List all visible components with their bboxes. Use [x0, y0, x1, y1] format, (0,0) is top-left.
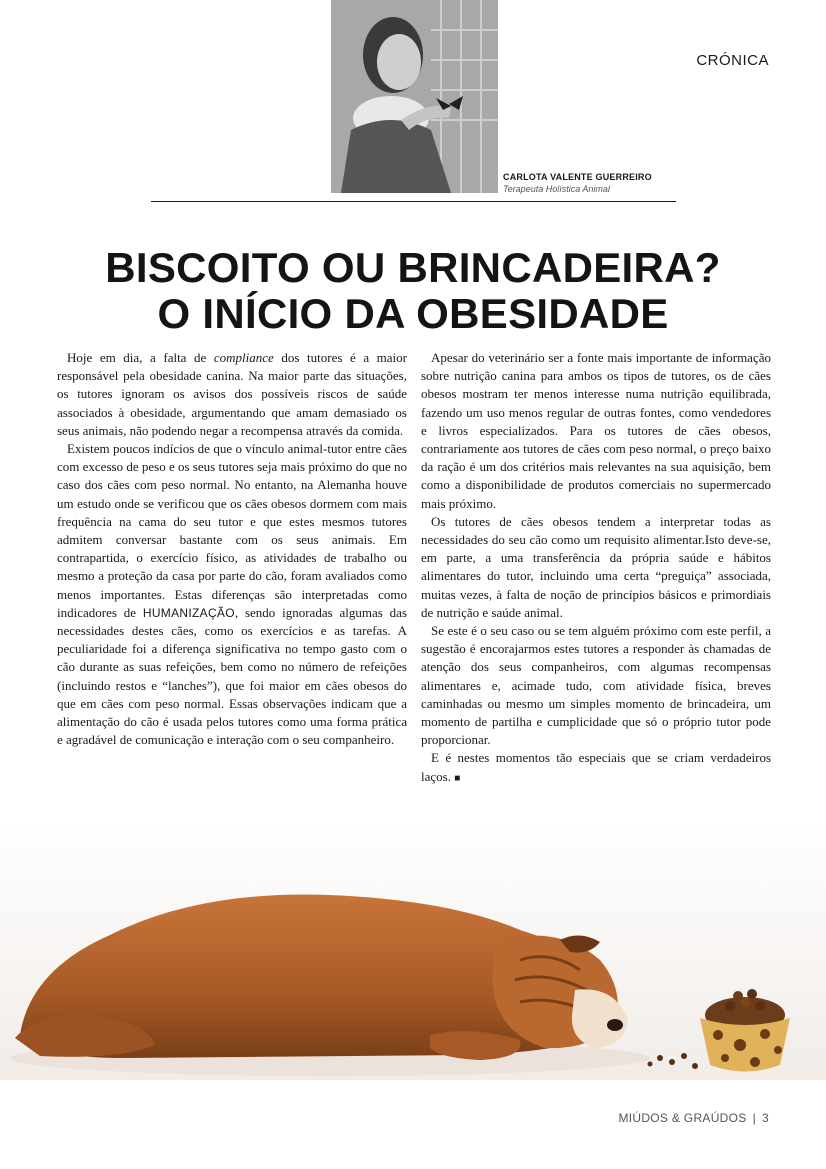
- page-footer: [618, 1111, 769, 1125]
- paragraph: E é nestes momentos tão especiais que se criam verdadeiros laços. ■: [421, 750, 771, 784]
- author-photo: [331, 0, 498, 193]
- paragraph: Hoje em dia, a falta de compliance dos tutores é a maior responsável pela obesidade canina. Na maior parte das situações, os tutores ignoram os avisos dos possíveis riscos de saúde associados à obesidade, argumentando que amam demasiado os seus animais, não podendo negar a recompensa através da comida.: [57, 350, 407, 438]
- paragraph: Se este é o seu caso ou se tem alguém próximo com este perfil, a sugestão é encorajarmos estes tutores a responder às chamadas de atenção dos seus companheiros, com algumas recompensas alimentares e, acimade tudo, com atividade física, breves caminhadas ou mesmo um simples momento de brincadeira, um momento de partilha e cumplicidade que só o próprio tutor pode proporcionar.: [421, 623, 771, 748]
- title-line-2: O INÍCIO DA OBESIDADE: [157, 290, 669, 337]
- article-column-left: [57, 349, 407, 749]
- paragraph: Apesar do veterinário ser a fonte mais importante de informação sobre nutrição canina para ambos os tipos de tutores, os de cães obesos mostram ter menos interesse numa nutrição equilibrada, fazendo um uso menos regular de outras fontes, como vendedores e livros especializados. Para os tutores de cães obesos, contrariamente aos tutores de cães com peso normal, o preço baixo da ração é um dos critérios mais relevantes na sua aquisição, bem como a disponibilidade de produtos comerciais no supermercado mais próximo.: [421, 350, 771, 511]
- author-role: Terapeuta Holística Animal: [503, 184, 610, 194]
- footer-separator: |: [752, 1111, 757, 1125]
- emphasis: compliance: [213, 350, 274, 365]
- author-credit: [503, 172, 652, 194]
- author-name: CARLOTA VALENTE GUERREIRO: [503, 172, 652, 182]
- page-number: 3: [762, 1111, 769, 1125]
- title-line-1: BISCOITO OU BRINCADEIRA?: [105, 244, 721, 291]
- small-caps-term: HUMANIZAÇÃO: [142, 605, 235, 620]
- header-divider: [151, 201, 676, 202]
- bulldog-illustration: [0, 820, 826, 1080]
- paragraph: Os tutores de cães obesos tendem a interpretar todas as necessidades do seu cão como um requisito alimentar.Isto deve-se, em parte, a uma transferência da própria saúde e hábitos alimentares do tutor, incluindo uma certa “preguiça” associada, muitas vezes, à falta de noção de princípios básicos e primordiais de nutrição e saúde animal.: [421, 513, 771, 620]
- magazine-name: MIÚDOS & GRAÚDOS: [618, 1111, 747, 1125]
- article-title: [0, 245, 826, 337]
- paragraph: Existem poucos indícios de que o vínculo animal-tutor entre cães com excesso de peso e os seus tutores seja mais próximo do que no caso dos cães com peso normal. No entanto, na Alemanha houve um estudo onde se verificou que os cães obesos dormem com mais frequência na cama do seu tutor e que estes mesmos tutores admitem conversar bastante com os seus animais. Em contrapartida, o exercício físico, as atividades de trabalho ou mesmo a proteção da casa por parte do cão, foram avaliados como menos importantes. Estas diferenças são interpretadas como indicadores de HUMANIZAÇÃO, sendo ignoradas algumas das necessidades destes cães, como os exercícios e as tarefas. A peculiaridade foi a diferença significativa no tempo gasto com o cão durante as suas refeições, bem como no número de refeições (incluindo restos e “lanches”), que foi maior em cães obesos do que em cães com peso normal. Essas observações indicam que a alimentação do cão é usada pelos tutores como uma forma prática e agradável de comunicação e interação com o seu companheiro.: [57, 441, 407, 748]
- end-mark-icon: ■: [454, 772, 461, 784]
- article-column-right: [421, 349, 771, 788]
- section-label: CRÓNICA: [696, 52, 769, 69]
